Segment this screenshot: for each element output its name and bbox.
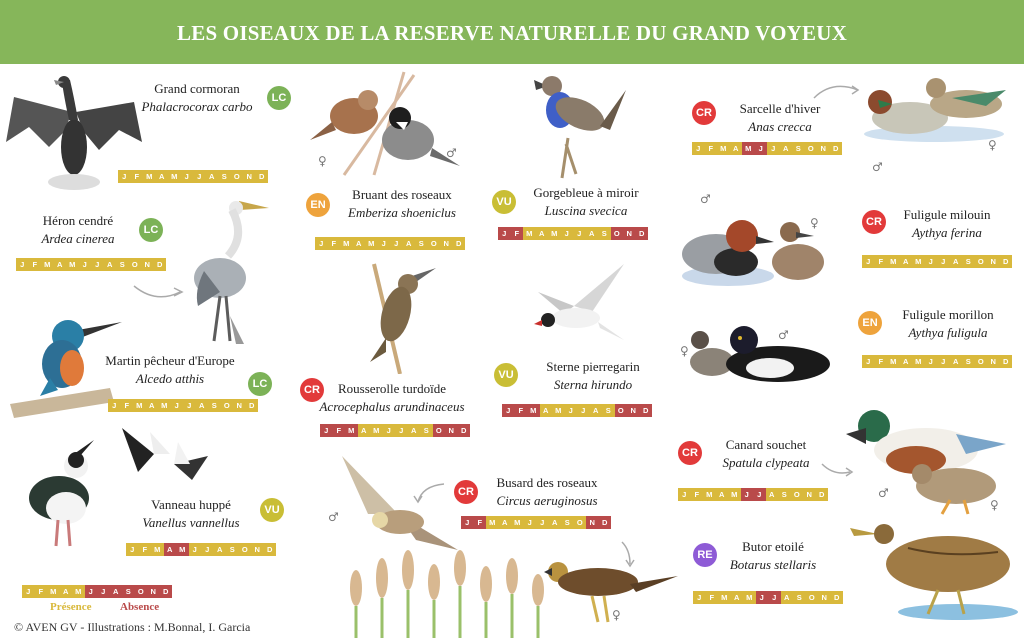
legend-strip [22, 585, 172, 598]
month-cell: S [208, 399, 221, 412]
month-cell: M [912, 255, 925, 268]
month-cell: M [365, 237, 378, 250]
month-cell: J [561, 227, 574, 240]
scientific-name: Ardea cinerea [41, 231, 115, 246]
reed-bunting-illustration [304, 70, 464, 180]
credit-text: © AVEN GV - Illustrations : M.Bonnal, I. Garcia [14, 620, 251, 634]
bird-label-canard-souchet [708, 436, 824, 472]
male-symbol-icon: ♂ [878, 486, 889, 500]
month-cell: S [415, 237, 428, 250]
bird-label-fuligule-milouin [888, 206, 1006, 242]
month-cell: N [141, 258, 154, 271]
status-badge: VU [260, 498, 284, 522]
month-cell: J [91, 258, 104, 271]
month-cell: D [160, 585, 173, 598]
bird-label-fuligule-morillon [886, 306, 1010, 342]
month-cell: J [183, 399, 196, 412]
month-cell: J [126, 543, 139, 556]
month-cell: J [768, 591, 781, 604]
month-cell: M [718, 591, 731, 604]
month-cell: N [233, 399, 246, 412]
male-symbol-icon: ♂ [778, 328, 789, 342]
month-cell: J [862, 255, 875, 268]
month-cell: M [133, 399, 146, 412]
female-symbol-icon: ♀ [318, 154, 327, 168]
month-cell: A [110, 585, 123, 598]
month-cell: N [251, 543, 264, 556]
month-cell: J [79, 258, 92, 271]
month-cell: J [395, 424, 408, 437]
scientific-name: Vanellus vannellus [142, 515, 240, 530]
month-cell: S [962, 355, 975, 368]
month-cell: O [433, 424, 446, 437]
month-cell: J [502, 404, 515, 417]
month-cell: A [164, 543, 177, 556]
status-badge: VU [492, 190, 516, 214]
month-cell: M [486, 516, 499, 529]
month-cell: N [818, 591, 831, 604]
month-cell: A [950, 355, 963, 368]
scientific-name: Acrocephalus arundinaceus [319, 399, 465, 414]
month-cell: A [358, 424, 371, 437]
month-cell: J [22, 585, 35, 598]
month-cell: S [218, 170, 231, 183]
bird-label-butor-etoile [728, 538, 818, 574]
month-cell: J [678, 488, 691, 501]
month-cell: M [41, 258, 54, 271]
month-cell: N [627, 404, 640, 417]
month-cell: D [636, 227, 649, 240]
month-cell: A [156, 170, 169, 183]
teal-illustration [856, 74, 1014, 144]
month-cell: O [231, 170, 244, 183]
month-cell: O [975, 355, 988, 368]
month-cell: S [602, 404, 615, 417]
month-cell: A [540, 404, 553, 417]
bittern-illustration [848, 518, 1018, 620]
month-cell: O [239, 543, 252, 556]
female-symbol-icon: ♀ [612, 608, 621, 622]
male-symbol-icon: ♂ [328, 510, 339, 524]
arrow-icon [618, 540, 638, 568]
month-cell: M [511, 516, 524, 529]
status-badge: LC [139, 218, 163, 242]
month-cell: D [816, 488, 829, 501]
month-strip [692, 142, 842, 155]
status-badge: CR [678, 441, 702, 465]
month-cell: N [243, 170, 256, 183]
scientific-name: Luscina svecica [544, 203, 628, 218]
month-cell: A [536, 227, 549, 240]
month-cell: A [586, 227, 599, 240]
month-cell: A [403, 237, 416, 250]
month-cell: M [47, 585, 60, 598]
month-cell: A [780, 142, 793, 155]
month-strip [320, 424, 470, 437]
common-name: Grand cormoran [154, 81, 240, 96]
month-cell: M [158, 399, 171, 412]
month-cell: A [590, 404, 603, 417]
month-cell: J [741, 488, 754, 501]
month-cell: J [767, 142, 780, 155]
month-cell: O [975, 255, 988, 268]
month-cell: M [340, 237, 353, 250]
month-cell: J [461, 516, 474, 529]
status-badge: VU [494, 363, 518, 387]
month-cell: F [121, 399, 134, 412]
month-strip [502, 404, 652, 417]
month-cell: J [753, 488, 766, 501]
month-cell: M [742, 142, 755, 155]
month-cell: J [937, 255, 950, 268]
month-cell: M [168, 170, 181, 183]
status-badge: LC [267, 86, 291, 110]
month-strip [862, 355, 1012, 368]
common-name: Fuligule morillon [902, 307, 994, 322]
common-name: Sterne pierregarin [546, 359, 640, 374]
month-cell: F [131, 170, 144, 183]
bird-label-bruant-des-roseaux [332, 186, 472, 222]
month-cell: O [574, 516, 587, 529]
month-cell: S [792, 142, 805, 155]
month-cell: J [320, 424, 333, 437]
pochard-illustration [680, 206, 828, 288]
common-name: Héron cendré [42, 213, 114, 228]
month-cell: F [35, 585, 48, 598]
month-cell: D [246, 399, 259, 412]
month-cell: S [116, 258, 129, 271]
month-cell: D [830, 142, 843, 155]
month-cell: M [548, 227, 561, 240]
month-cell: N [623, 227, 636, 240]
month-cell: D [256, 170, 269, 183]
month-strip [693, 591, 843, 604]
status-badge: LC [248, 372, 272, 396]
month-cell: N [445, 424, 458, 437]
month-cell: D [264, 543, 277, 556]
month-cell: A [353, 237, 366, 250]
month-cell: A [716, 488, 729, 501]
month-cell: J [536, 516, 549, 529]
month-cell: O [221, 399, 234, 412]
bird-label-sarcelle-hiver [720, 100, 840, 136]
month-cell: D [640, 404, 653, 417]
month-cell: N [440, 237, 453, 250]
month-cell: M [887, 255, 900, 268]
lapwing-illustration [14, 436, 106, 552]
month-cell: A [549, 516, 562, 529]
month-cell: A [900, 255, 913, 268]
legend-presence-label: Présence [50, 601, 92, 613]
month-cell: J [390, 237, 403, 250]
status-badge: EN [858, 311, 882, 335]
month-cell: F [29, 258, 42, 271]
male-symbol-icon: ♂ [872, 160, 883, 174]
month-cell: F [333, 424, 346, 437]
month-cell: F [875, 355, 888, 368]
month-cell: S [793, 591, 806, 604]
month-cell: A [104, 258, 117, 271]
month-strip [862, 255, 1012, 268]
arrow-icon [412, 480, 448, 506]
month-cell: J [755, 142, 768, 155]
page-title: LES OISEAUX DE LA RESERVE NATURELLE DU GRAND VOYEUX [177, 21, 847, 45]
month-cell: J [925, 355, 938, 368]
month-cell: J [378, 237, 391, 250]
month-cell: A [781, 591, 794, 604]
month-cell: D [1000, 255, 1013, 268]
month-cell: F [515, 404, 528, 417]
month-cell: F [511, 227, 524, 240]
month-cell: J [937, 355, 950, 368]
month-cell: M [151, 543, 164, 556]
month-cell: F [705, 142, 718, 155]
tern-illustration [528, 262, 628, 344]
month-cell: J [181, 170, 194, 183]
month-cell: N [817, 142, 830, 155]
month-cell: S [598, 227, 611, 240]
month-strip [461, 516, 611, 529]
month-cell: J [108, 399, 121, 412]
month-cell: S [226, 543, 239, 556]
month-cell: J [16, 258, 29, 271]
common-name: Sarcelle d'hiver [739, 101, 821, 116]
scientific-name: Aythya fuligula [908, 325, 988, 340]
month-cell: S [778, 488, 791, 501]
female-symbol-icon: ♀ [988, 138, 997, 152]
month-cell: S [561, 516, 574, 529]
month-cell: M [717, 142, 730, 155]
reed-warbler-illustration [356, 262, 442, 374]
lapwing-flight-illustration [118, 424, 210, 486]
arrow-icon [820, 458, 856, 482]
scientific-name: Botarus stellaris [729, 557, 817, 572]
bird-label-gorgebleue [518, 184, 654, 220]
month-cell: J [573, 227, 586, 240]
month-cell: M [552, 404, 565, 417]
month-cell: A [196, 399, 209, 412]
month-strip [315, 237, 465, 250]
month-cell: N [586, 516, 599, 529]
month-cell: M [72, 585, 85, 598]
month-cell: J [565, 404, 578, 417]
month-cell: J [925, 255, 938, 268]
arrow-icon [132, 280, 186, 306]
month-cell: O [615, 404, 628, 417]
scientific-name: Alcedo atthis [135, 371, 205, 386]
month-cell: J [577, 404, 590, 417]
month-cell: D [458, 424, 471, 437]
month-cell: A [499, 516, 512, 529]
common-name: Butor etoilé [742, 539, 804, 554]
bird-label-busard-des-roseaux [480, 474, 614, 510]
month-cell: M [912, 355, 925, 368]
month-cell: A [54, 258, 67, 271]
bluethroat-illustration [530, 70, 630, 180]
month-cell: J [692, 142, 705, 155]
status-badge: CR [454, 480, 478, 504]
common-name: Martin pêcheur d'Europe [105, 353, 235, 368]
common-name: Fuligule milouin [903, 207, 991, 222]
male-symbol-icon: ♂ [446, 146, 457, 160]
month-cell: J [315, 237, 328, 250]
month-cell: M [523, 227, 536, 240]
month-cell: D [453, 237, 466, 250]
common-name: Vanneau huppé [151, 497, 231, 512]
month-cell: A [60, 585, 73, 598]
female-symbol-icon: ♀ [810, 216, 819, 230]
female-symbol-icon: ♀ [990, 498, 999, 512]
month-cell: D [154, 258, 167, 271]
month-strip [498, 227, 648, 240]
month-cell: M [143, 170, 156, 183]
month-cell: M [345, 424, 358, 437]
common-name: Canard souchet [725, 437, 807, 452]
bird-label-rousserolle-turdoide [304, 380, 480, 416]
scientific-name: Emberiza shoeniclus [348, 205, 456, 220]
month-cell: M [703, 488, 716, 501]
tufted-duck-illustration [686, 320, 836, 386]
month-cell: S [420, 424, 433, 437]
status-badge: CR [692, 101, 716, 125]
month-cell: A [146, 399, 159, 412]
month-cell: M [176, 543, 189, 556]
month-cell: J [201, 543, 214, 556]
month-cell: M [728, 488, 741, 501]
month-cell: F [139, 543, 152, 556]
month-cell: F [875, 255, 888, 268]
month-cell: O [805, 142, 818, 155]
month-cell: O [791, 488, 804, 501]
scientific-name: Anas crecca [748, 119, 812, 134]
month-cell: J [85, 585, 98, 598]
month-cell: A [206, 170, 219, 183]
legend-absence-label: Absence [120, 601, 160, 613]
month-cell: F [328, 237, 341, 250]
scientific-name: Aythya ferina [912, 225, 982, 240]
male-symbol-icon: ♂ [700, 192, 711, 206]
month-cell: O [129, 258, 142, 271]
month-cell: O [428, 237, 441, 250]
status-badge: RE [693, 543, 717, 567]
month-cell: O [806, 591, 819, 604]
status-badge: EN [306, 193, 330, 217]
month-cell: D [1000, 355, 1013, 368]
month-cell: M [66, 258, 79, 271]
month-strip [16, 258, 166, 271]
common-name: Busard des roseaux [496, 475, 598, 490]
scientific-name: Circus aeruginosus [496, 493, 598, 508]
month-strip [678, 488, 828, 501]
month-cell: O [135, 585, 148, 598]
reeds-illustration [336, 548, 566, 638]
month-cell: J [118, 170, 131, 183]
common-name: Bruant des roseaux [352, 187, 452, 202]
month-strip [126, 543, 276, 556]
female-symbol-icon: ♀ [680, 344, 689, 358]
month-cell: J [693, 591, 706, 604]
month-cell: J [524, 516, 537, 529]
scientific-name: Phalacrocorax carbo [141, 99, 253, 114]
month-cell: N [987, 355, 1000, 368]
month-cell: A [408, 424, 421, 437]
month-cell: A [731, 591, 744, 604]
month-cell: D [599, 516, 612, 529]
scientific-name: Sterna hirundo [553, 377, 633, 392]
marsh-harrier-perched-illustration [540, 556, 680, 624]
bird-label-vanneau-huppe [126, 496, 256, 532]
month-cell: A [766, 488, 779, 501]
status-badge: CR [300, 378, 324, 402]
bird-label-martin-pecheur [100, 352, 240, 388]
month-cell: N [803, 488, 816, 501]
scientific-name: Spatula clypeata [722, 455, 810, 470]
common-name: Rousserolle turdoïde [338, 381, 446, 396]
month-cell: J [193, 170, 206, 183]
month-strip [108, 399, 258, 412]
month-cell: M [527, 404, 540, 417]
month-cell: F [706, 591, 719, 604]
heron-illustration [184, 196, 280, 346]
month-cell: M [370, 424, 383, 437]
month-cell: J [756, 591, 769, 604]
month-cell: F [691, 488, 704, 501]
month-cell: F [474, 516, 487, 529]
month-cell: O [611, 227, 624, 240]
month-cell: A [900, 355, 913, 368]
month-cell: D [831, 591, 844, 604]
month-cell: N [987, 255, 1000, 268]
bird-label-heron-cendre [22, 212, 134, 248]
month-cell: M [743, 591, 756, 604]
month-cell: J [862, 355, 875, 368]
bird-label-sterne-pierregarin [528, 358, 658, 394]
month-cell: J [97, 585, 110, 598]
month-cell: A [730, 142, 743, 155]
month-cell: A [950, 255, 963, 268]
bird-label-grand-cormoran [132, 80, 262, 116]
month-cell: J [189, 543, 202, 556]
month-cell: J [383, 424, 396, 437]
status-badge: CR [862, 210, 886, 234]
month-cell: N [147, 585, 160, 598]
month-cell: S [122, 585, 135, 598]
month-cell: A [214, 543, 227, 556]
month-strip [118, 170, 268, 183]
month-cell: S [962, 255, 975, 268]
common-name: Gorgebleue à miroir [533, 185, 639, 200]
month-cell: J [498, 227, 511, 240]
month-cell: M [887, 355, 900, 368]
month-cell: J [171, 399, 184, 412]
